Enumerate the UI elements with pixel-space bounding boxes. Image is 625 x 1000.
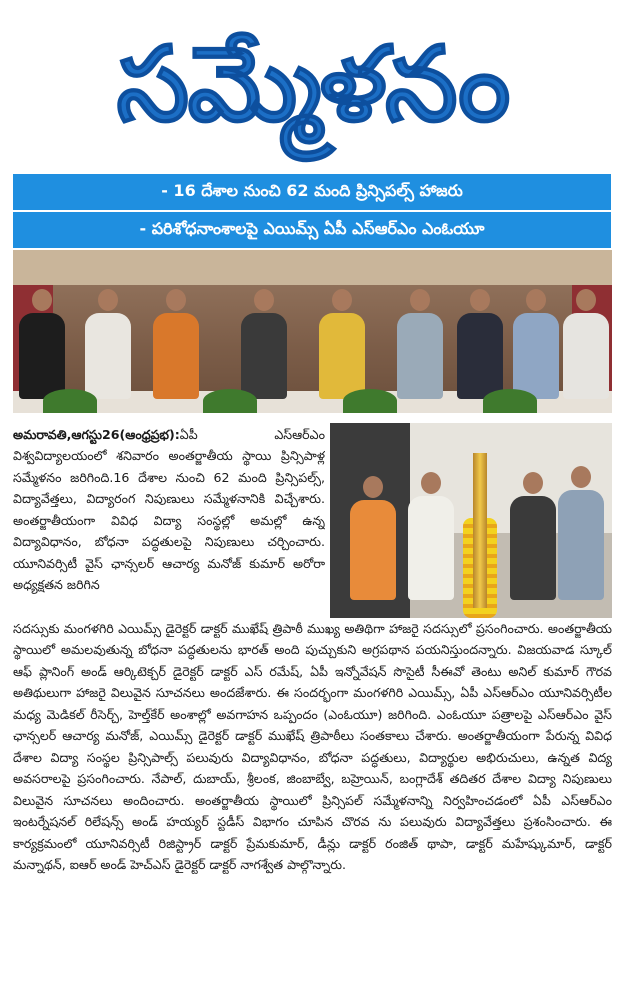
photo-person	[510, 472, 556, 600]
photo-backdrop-wall	[13, 250, 612, 285]
group-photo	[13, 250, 612, 413]
lamp-lighting-photo	[330, 423, 612, 618]
article-text-part1: ఏపీ ఎస్ఆర్ఎం విశ్వవిద్యాలయంలో శనివారం అంతర్జాతీయ స్థాయి ప్రిన్సిపాళ్ల సమ్మేళనం జరిగింది.16 దేశాల నుంచి 62 మంది ప్రిన్సిపల్స్, విద్యావేత్తలు, విద్యారంగ నిపుణులు సమ్మేళనానికి విచ్చేశారు. అంతర్జాతీయంగా వివిధ విద్యా సంస్థల్లో అమల్లో ఉన్న విద్యావిధానం, బోధనా పద్ధతులపై నిపుణులు చర్చించారు. యూనివర్సిటీ వైస్ ఛాన్సలర్ ఆచార్య మనోజ్ కుమార్ అరోరా అధ్యక్షతన జరిగిన	[13, 427, 325, 593]
photo-plant	[203, 389, 257, 413]
photo-person	[241, 289, 287, 399]
photo-person	[457, 289, 503, 399]
subheading-2: - పరిశోధనాంశాలపై ఎయిమ్స్ ఏపీ ఎస్ఆర్ఎం ఎంఓయూ	[13, 212, 611, 248]
photo-person	[397, 289, 443, 399]
photo-person	[319, 289, 365, 399]
photo-person	[350, 476, 396, 600]
dateline: అమరావతి,ఆగస్టు26(ఆంధ్రప్రభ):	[13, 427, 180, 442]
article-intro	[13, 424, 325, 617]
photo-person	[563, 289, 609, 399]
photo-person	[513, 289, 559, 399]
photo-plant	[343, 389, 397, 413]
photo-person	[558, 466, 604, 600]
photo-plant	[483, 389, 537, 413]
headline: సమ్మేళనం	[116, 23, 509, 145]
subheading-1: - 16 దేశాల నుంచి 62 మంది ప్రిన్సిపల్స్ హాజరు	[13, 174, 611, 210]
photo-person	[408, 472, 454, 600]
photo-plant	[43, 389, 97, 413]
photo-person	[85, 289, 131, 399]
article-body: సదస్సుకు మంగళగిరి ఎయిమ్స్ డైరెక్టర్ డాక్టర్ ముఖేష్ త్రిపాఠీ ముఖ్య అతిథిగా హాజరై సదస్సులో ప్రసంగించారు. అంతర్జాతీయ స్థాయిలో అమలవుతున్న బోధనా పద్ధతులను భారత్ అంది పుచ్చుకుని అగ్రపథాన పయనిస్తుందన్నారు. విజయవాడ స్కూల్ ఆఫ్ ప్లానింగ్ అండ్ ఆర్కిటెక్చర్ డైరెక్టర్ డాక్టర్ ఎస్ రమేష్, ఏపీ ఇన్నోవేషన్ సొసైటీ సీఈవో తెంటు అనిల్ కుమార్ గౌరవ అతిథులుగా హాజరై విలువైన సూచనలు అందజేశారు. ఈ సందర్భంగా మంగళగిరి ఎయిమ్స్, ఏపీ ఎస్ఆర్ఎం యూనివర్సిటీల మధ్య మెడికల్ రీసెర్చ్, హెల్త్‌కేర్ అంశాల్లో అవగాహన ఒప్పందం (ఎంఓయూ) జరిగింది. ఎంఓయూ పత్రాలపై ఎస్ఆర్ఎం వైస్ ఛాన్సలర్ ఆచార్య మనోజ్, ఎయిమ్స్ డైరెక్టర్ డాక్టర్ ముఖేష్ త్రిపాఠీలు సంతకాలు చేశారు. అంతర్జాతీయంగా పేరున్న వివిధ దేశాల విద్యా సంస్థల ప్రిన్సిపాల్స్ పలువురు విద్యావిధానం, బోధనా పద్ధతులు, విద్యార్థుల అభిరుచులు, ఉన్నత విద్య అవసరాలపై ప్రసంగించారు. నేపాల్, దుబాయ్, శ్రీలంక, జింబాబ్వే, బహ్రెయిన్, బంగ్లాదేశ్ తదితర దేశాల విద్యా నిపుణులు విలువైన సూచనలు అందించారు. అంతర్జాతీయ స్థాయిలో ప్రిన్సిపల్ సమ్మేళనాన్ని నిర్వహించడంలో ఏపీ ఎస్ఆర్ఎం ఇంటర్నేషనల్ రిలేషన్స్ అండ్ హయ్యర్ స్టడీస్ విభాగం చూపిన చొరవ ను పలువురు విద్యావేత్తలు ప్రశంసించారు. ఈ కార్యక్రమంలో యూనివర్సిటీ రిజిస్ట్రార్ డాక్టర్ ప్రేమకుమార్, డీన్లు డాక్టర్ రంజిత్ థాపా, డాక్టర్ మహేష్కుమార్, డాక్టర్ మన్నాథన్, ఐఆర్ అండ్ హెచ్ఎస్ డైరెక్టర్ డాక్టర్ నాగశ్వేత పాల్గొన్నారు.	[13, 621, 612, 872]
photo-person	[153, 289, 199, 399]
photo-person	[19, 289, 65, 399]
photo-lamp	[473, 453, 487, 608]
